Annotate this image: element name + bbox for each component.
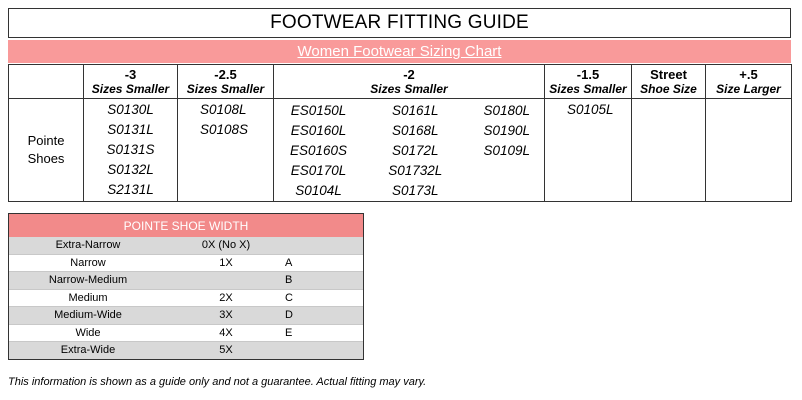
width-row [9, 307, 363, 325]
shoe-code: S0105L [567, 102, 614, 117]
shoe-code: S0131S [106, 142, 155, 157]
width-letter: B [285, 274, 293, 286]
sizing-table [8, 64, 792, 202]
header-plus-0-5: +.5 Size Larger [706, 65, 792, 99]
page-title: FOOTWEAR FITTING GUIDE [8, 8, 791, 38]
chart-subtitle: Women Footwear Sizing Chart [8, 40, 791, 63]
width-x-value [167, 272, 285, 289]
width-letter: D [285, 309, 293, 321]
header-minus-1-5: -1.5 Sizes Smaller [545, 65, 632, 99]
width-letter [285, 237, 363, 254]
width-row [9, 290, 363, 308]
width-x-value: 4X [219, 326, 233, 339]
cell-minus-2 [274, 99, 545, 202]
shoe-code: S0104L [295, 183, 342, 198]
header-street: Street Shoe Size [632, 65, 706, 99]
width-name: Narrow [70, 256, 106, 269]
width-letter: E [285, 326, 293, 339]
width-name: Extra-Wide [60, 344, 116, 356]
width-table-title: POINTE SHOE WIDTH [9, 214, 363, 237]
shoe-code: ES0160L [290, 123, 347, 138]
cell-minus-2-5 [178, 99, 274, 202]
shoe-code: S0180L [483, 103, 530, 118]
shoe-code: S0173L [391, 183, 439, 198]
width-x-value: 1X [219, 256, 233, 269]
shoe-code: S0172L [391, 143, 439, 158]
shoe-code: ES0160S [290, 143, 348, 158]
shoe-code: S0108S [200, 122, 249, 137]
shoe-code: S0132L [107, 162, 154, 177]
shoe-code: S0161L [391, 103, 439, 118]
width-x-value: 0X (No X) [201, 239, 251, 251]
width-row [9, 342, 363, 359]
header-minus-3: -3 Sizes Smaller [84, 65, 178, 99]
pointe-width-table [8, 213, 364, 360]
disclaimer: This information is shown as a guide only and not a guarantee. Actual fitting may vary. [8, 376, 427, 388]
width-row [9, 255, 363, 273]
width-name: Medium-Wide [54, 309, 122, 321]
width-row [9, 272, 363, 290]
shoe-code: S0130L [107, 102, 154, 117]
row-label: Pointe Shoes [9, 99, 84, 202]
cell-minus-1-5 [545, 99, 632, 202]
header-blank [9, 65, 84, 99]
shoe-code: S01732L [388, 163, 443, 178]
shoe-code: ES0170L [290, 163, 347, 178]
cell-street [632, 99, 706, 202]
shoe-code: S2131L [107, 182, 154, 197]
shoe-code: S0168L [391, 123, 439, 138]
cell-minus-3 [84, 99, 178, 202]
shoe-code: S0131L [107, 122, 154, 137]
shoe-code: S0190L [483, 123, 530, 138]
width-name: Medium [68, 291, 108, 304]
header-minus-2-5: -2.5 Sizes Smaller [178, 65, 274, 99]
width-letter: C [285, 291, 293, 304]
width-name: Wide [75, 326, 101, 339]
width-letter: A [285, 256, 293, 269]
width-letter [285, 342, 363, 359]
width-row [9, 325, 363, 343]
width-x-value: 2X [219, 291, 233, 304]
width-name: Narrow-Medium [48, 274, 128, 286]
header-minus-2: -2 Sizes Smaller [274, 65, 545, 99]
shoe-code: S0108L [200, 102, 247, 117]
sizing-header-row [9, 65, 792, 99]
width-x-value: 5X [219, 344, 233, 356]
shoe-code: ES0150L [290, 103, 347, 118]
cell-plus-0-5 [706, 99, 792, 202]
pointe-shoes-row [9, 99, 792, 202]
width-x-value: 3X [219, 309, 233, 321]
width-row [9, 237, 363, 255]
width-name: Extra-Narrow [55, 239, 121, 251]
shoe-code: S0109L [483, 143, 530, 158]
